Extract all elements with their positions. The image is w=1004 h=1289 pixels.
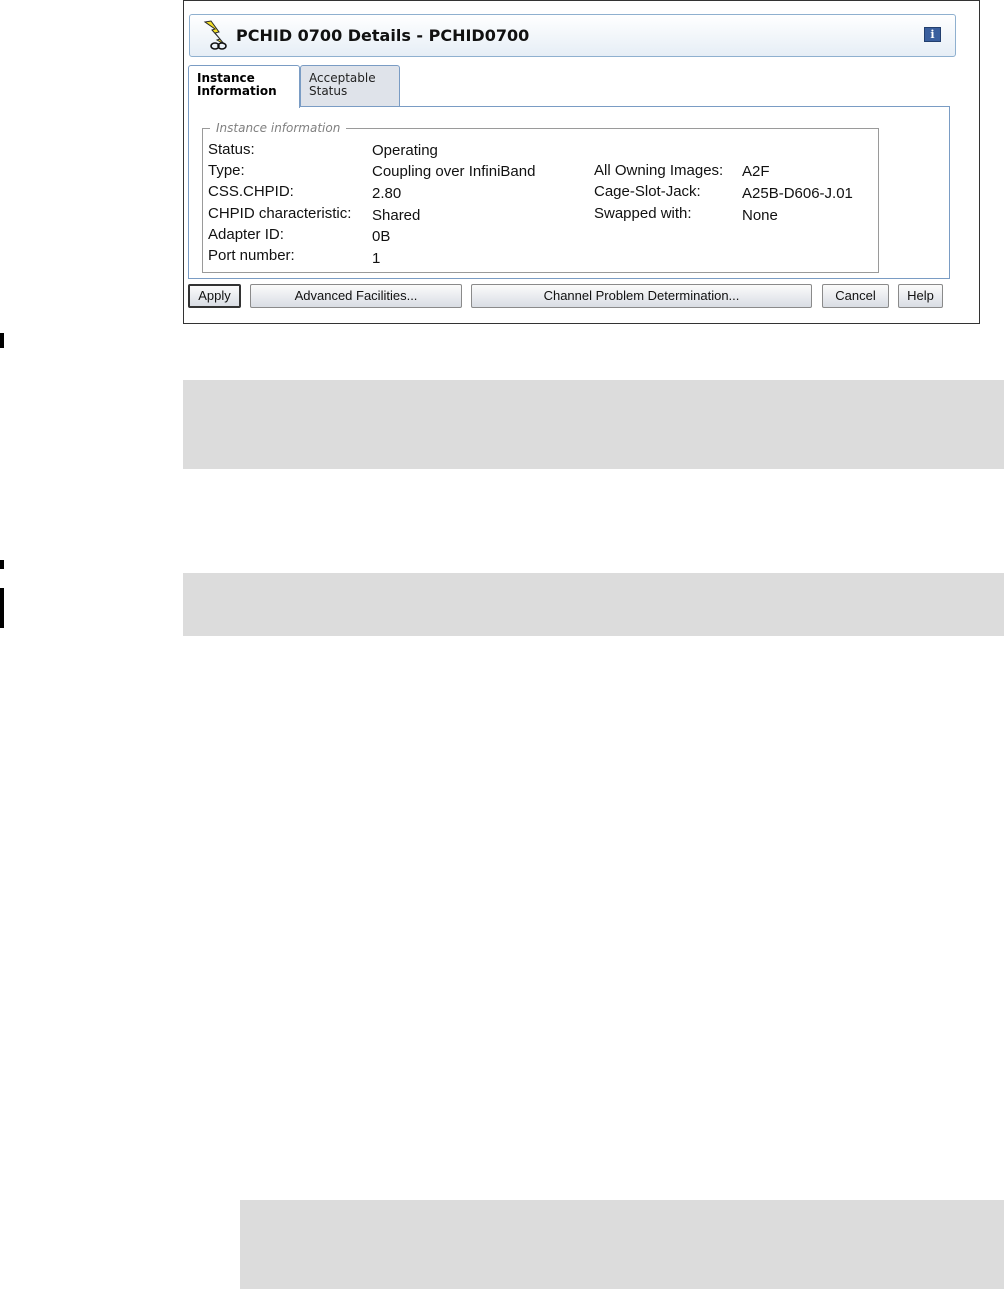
swapped-with-value: None [742,207,778,224]
advanced-facilities-button[interactable]: Advanced Facilities... [250,284,462,308]
swapped-with-label: Swapped with: [594,205,692,222]
help-button[interactable]: Help [898,284,943,308]
channel-problem-determination-button[interactable]: Channel Problem Determination... [471,284,812,308]
status-label: Status: [208,141,255,158]
instance-information-group [202,121,879,273]
dialog-title: PCHID 0700 Details - PCHID0700 [236,26,530,45]
css-chpid-label: CSS.CHPID: [208,183,294,200]
adapter-id-value: 0B [372,228,391,245]
tab-label-line1: Acceptable [309,71,376,85]
lightning-chain-icon [202,20,232,52]
tab-instance-information[interactable] [188,65,300,108]
tab-label-line2: Information [197,84,277,98]
group-legend: Instance information [210,121,346,135]
pchid-details-dialog [183,0,980,324]
adapter-id-label: Adapter ID: [208,226,284,243]
change-bar [0,333,4,348]
note-box [240,1200,1004,1289]
css-chpid-value: 2.80 [372,185,402,202]
chpid-characteristic-label: CHPID characteristic: [208,205,352,222]
info-icon[interactable]: i [924,27,941,42]
dialog-title-bar [189,14,956,57]
port-number-label: Port number: [208,247,295,264]
tab-acceptable-status[interactable] [300,65,400,106]
chpid-characteristic-value: Shared [372,207,421,224]
note-box [183,380,1004,469]
port-number-value: 1 [372,250,381,267]
all-owning-images-label: All Owning Images: [594,162,724,179]
change-bar [0,560,4,569]
change-bar [0,588,4,628]
status-value: Operating [372,142,438,159]
type-label: Type: [208,162,245,179]
all-owning-images-value: A2F [742,163,770,180]
type-value: Coupling over InfiniBand [372,163,536,180]
tab-label-line1: Instance [197,71,255,85]
cage-slot-jack-label: Cage-Slot-Jack: [594,183,701,200]
note-box [183,573,1004,636]
tab-page-instance-information [188,106,950,279]
cancel-button[interactable]: Cancel [822,284,889,308]
apply-button[interactable]: Apply [188,284,241,308]
cage-slot-jack-value: A25B-D606-J.01 [742,185,853,202]
tab-label-line2: Status [309,84,348,98]
